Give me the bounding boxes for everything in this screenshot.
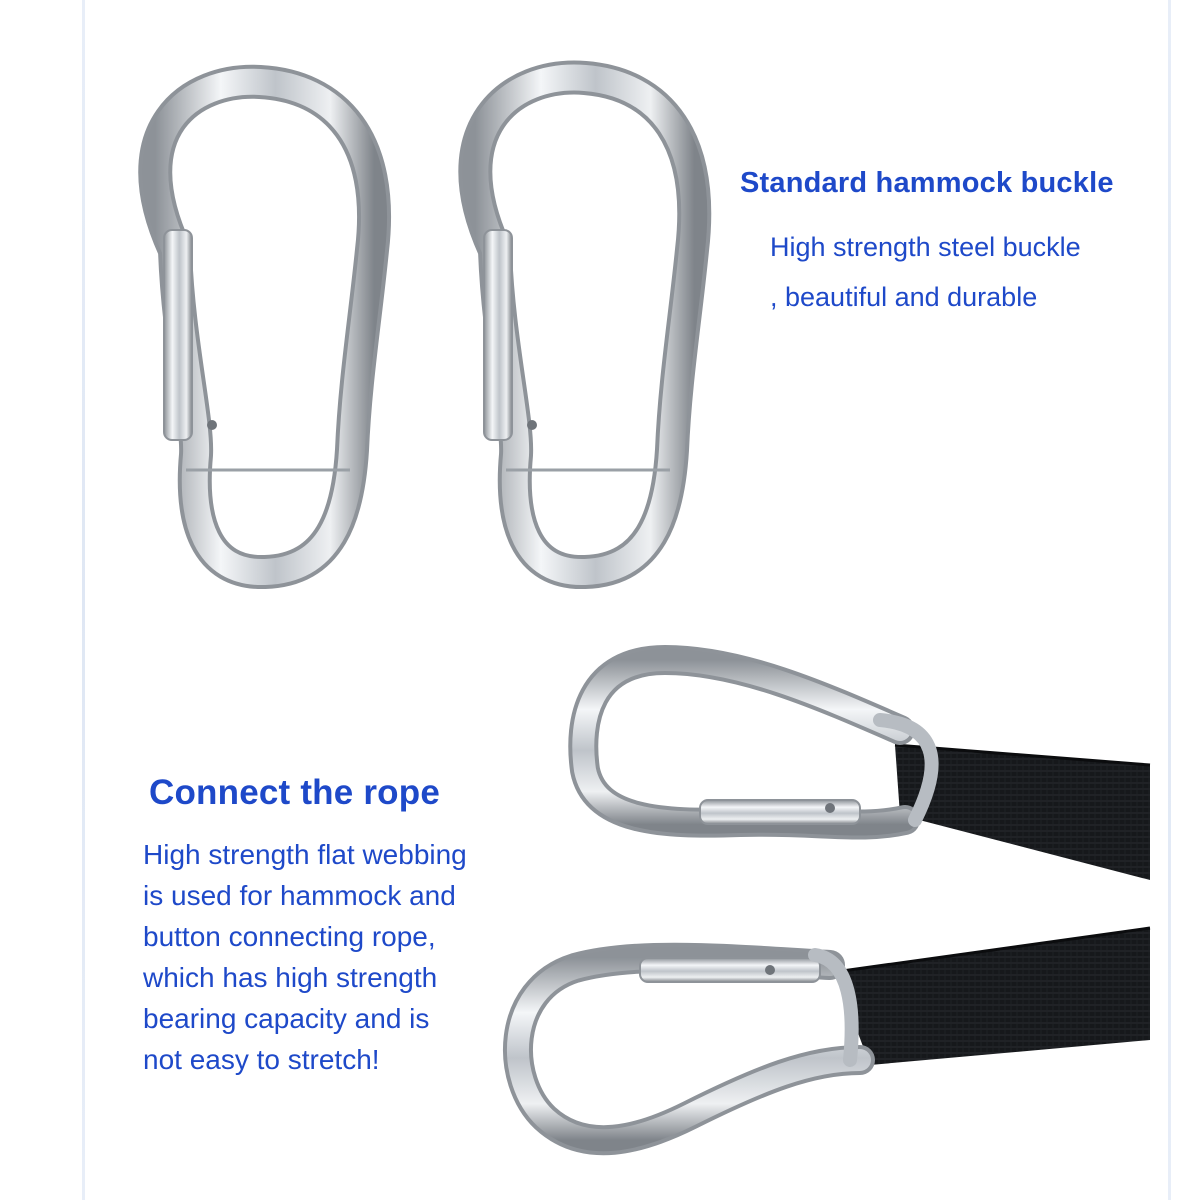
carabiner-icon: [583, 660, 931, 825]
rope-description-line: not easy to stretch!: [143, 1044, 380, 1075]
rope-description-line: High strength flat webbing: [143, 839, 467, 870]
rope-description: [143, 834, 563, 1080]
buckle-description-line: , beautiful and durable: [770, 282, 1038, 312]
rope-heading: Connect the rope: [149, 773, 440, 812]
rope-description-line: button connecting rope,: [143, 921, 436, 952]
rope-description-line: bearing capacity and is: [143, 1003, 430, 1034]
carabiner-icon: [475, 78, 694, 572]
buckle-description: [770, 222, 1180, 322]
rope-description-line: is used for hammock and: [143, 880, 456, 911]
feature-buckle: [740, 164, 1180, 322]
rope-description-line: which has high strength: [143, 962, 438, 993]
feature-rope: [143, 770, 563, 1080]
carabiner-icon: [155, 82, 374, 572]
buckle-heading: Standard hammock buckle: [740, 167, 1114, 199]
carabiner-icon: [518, 955, 860, 1140]
buckle-description-line: High strength steel buckle: [770, 232, 1081, 262]
webbing-strap-icon: [835, 928, 1150, 1065]
